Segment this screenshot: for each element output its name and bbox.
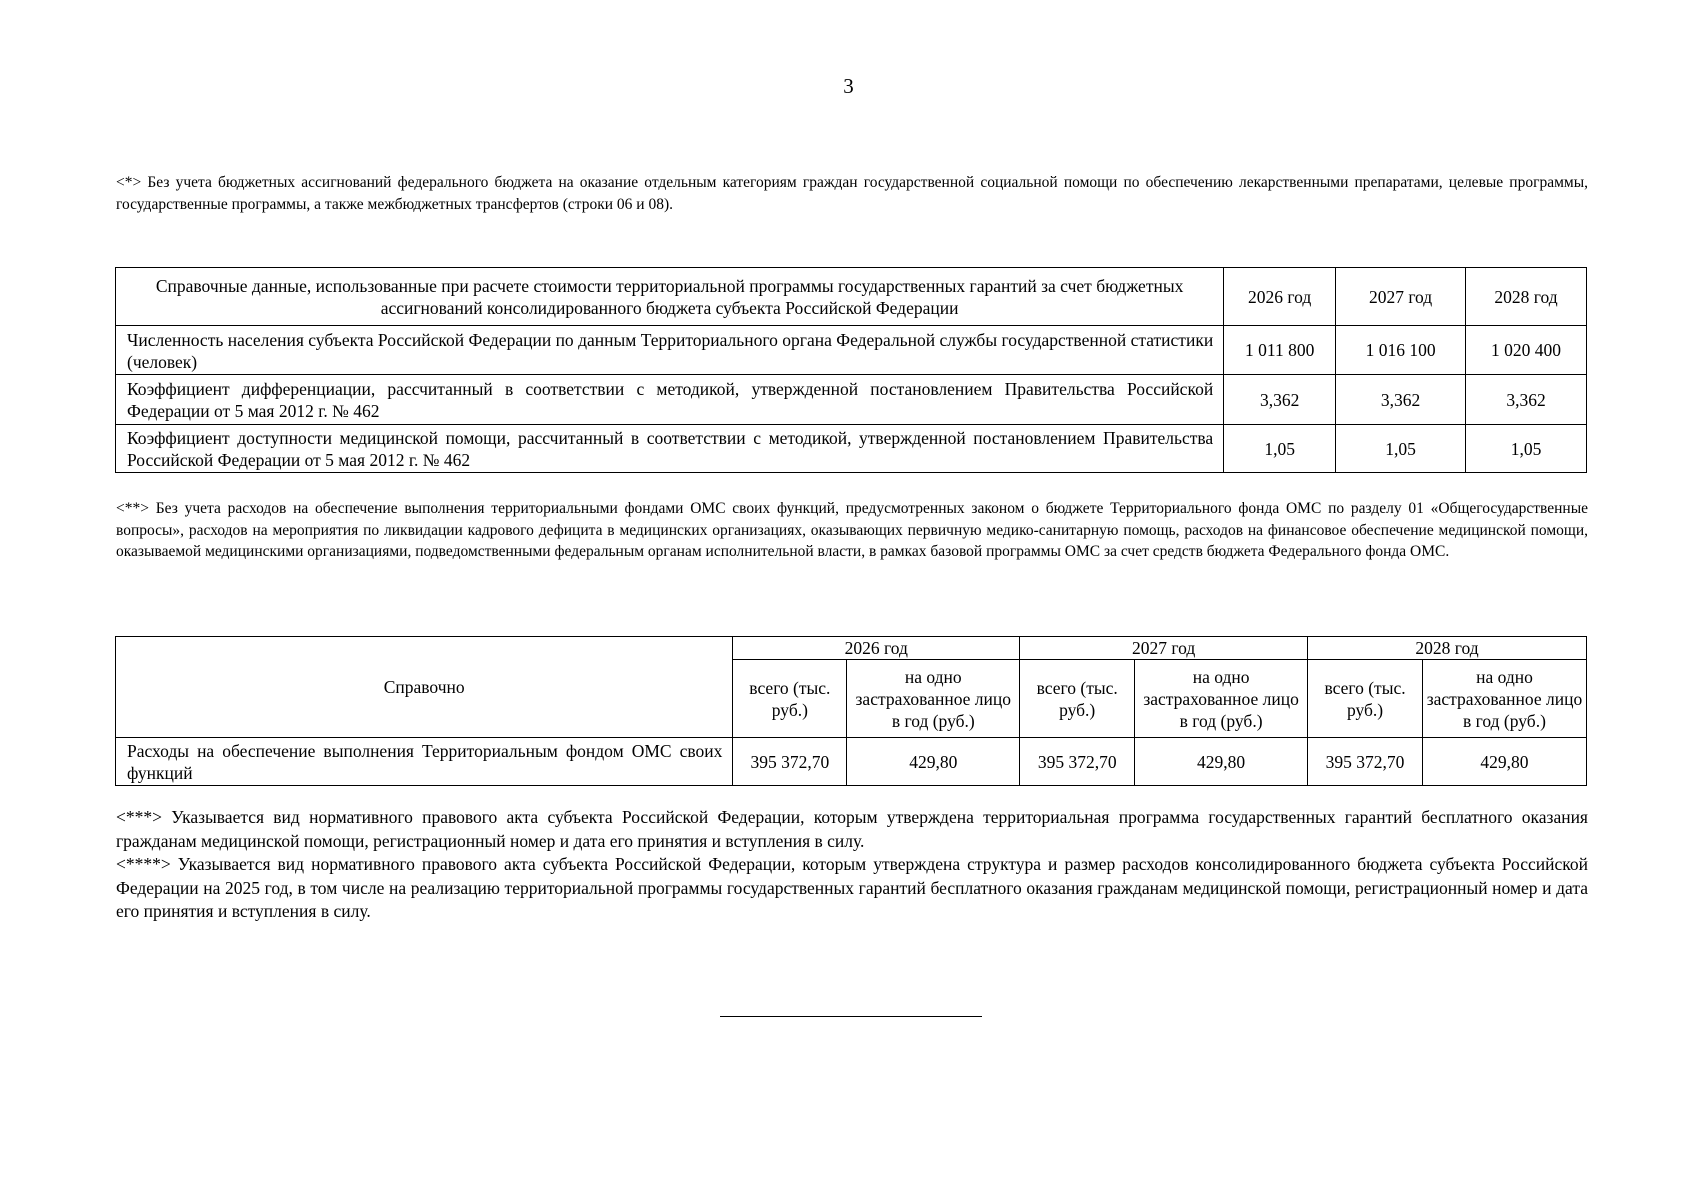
header-year-2026: 2026 год (1224, 268, 1336, 326)
row-value: 429,80 (1422, 738, 1586, 786)
row-value: 1,05 (1336, 425, 1466, 473)
row-value: 1 020 400 (1466, 326, 1587, 375)
year-header-row (116, 637, 1587, 660)
row-value: 1,05 (1224, 425, 1336, 473)
row-description: Коэффициент дифференциации, рассчитанный в соответствии с методикой, утвержденной постановлением Правительства Российской Федерации от 5 мая 2012 г. № 462 (116, 375, 1224, 425)
row-value: 1 016 100 (1336, 326, 1466, 375)
table-row (116, 425, 1587, 473)
subheader-total: всего (тыс. руб.) (733, 660, 847, 738)
table-header-row (116, 268, 1587, 326)
row-value: 1,05 (1466, 425, 1587, 473)
footnote-2: <**> Без учета расходов на обеспечение выполнения территориальными фондами ОМС своих функций, предусмотренных законом о бюджете Территориального фонда ОМС по разделу 01 «Общегосударственные вопросы», расходов на мероприятия по ликвидации кадрового дефицита в медицинских организациях, оказывающих первичную медико-санитарную помощь, расходов на финансовое обеспечение медицинской помощи, оказываемой медицинскими организациями, подведомственными федеральным органам исполнительной власти, в рамках базовой программы ОМС за счет средств бюджета Федерального фонда ОМС. (116, 500, 1588, 560)
table-row (116, 738, 1587, 786)
row-description: Численность населения субъекта Российской Федерации по данным Территориального органа Федеральной службы государственной статистики (человек) (116, 326, 1224, 375)
header-description: Справочные данные, использованные при расчете стоимости территориальной программы государственных гарантий за счет бюджетных ассигнований консолидированного бюджета субъекта Российской Федерации (116, 268, 1224, 326)
subheader-per-person: на одно застрахованное лицо в год (руб.) (847, 660, 1020, 738)
closing-rule (720, 1016, 982, 1017)
row-value: 395 372,70 (1308, 738, 1423, 786)
subheader-per-person: на одно застрахованное лицо в год (руб.) (1135, 660, 1308, 738)
row-value: 1 011 800 (1224, 326, 1336, 375)
row-description: Коэффициент доступности медицинской помощи, рассчитанный в соответствии с методикой, утвержденной постановлением Правительства Российской Федерации от 5 мая 2012 г. № 462 (116, 425, 1224, 473)
row-value: 395 372,70 (1020, 738, 1135, 786)
footnote-3: <***> Указывается вид нормативного правового акта субъекта Российской Федерации, которым утверждена территориальная программа государственных гарантий бесплатного оказания гражданам медицинской помощи, регистрационный номер и дата его принятия и вступления в силу. (116, 807, 1588, 851)
row-value: 395 372,70 (733, 738, 847, 786)
row-value: 429,80 (847, 738, 1020, 786)
row-value: 3,362 (1336, 375, 1466, 425)
label-cell: Справочно (116, 637, 733, 738)
subheader-per-person: на одно застрахованное лицо в год (руб.) (1422, 660, 1586, 738)
header-year-2027: 2027 год (1020, 637, 1308, 660)
header-year-2028: 2028 год (1466, 268, 1587, 326)
footnote-1: <*> Без учета бюджетных ассигнований федерального бюджета на оказание отдельным категориям граждан государственной социальной помощи по обеспечению лекарственными препаратами, целевые программы, государственные программы, а также межбюджетных трансфертов (строки 06 и 08). (116, 174, 1588, 213)
footnote-4: <****> Указывается вид нормативного правового акта субъекта Российской Федерации, которым утверждена структура и размер расходов консолидированного бюджета субъекта Российской Федерации на 2025 год, в том числе на реализацию территориальной программы государственных гарантий бесплатного оказания гражданам медицинской помощи, регистрационный номер и дата его принятия и вступления в силу. (116, 854, 1588, 921)
subheader-total: всего (тыс. руб.) (1020, 660, 1135, 738)
header-year-2026: 2026 год (733, 637, 1020, 660)
subheader-total: всего (тыс. руб.) (1308, 660, 1423, 738)
expense-table (115, 636, 1587, 786)
row-value: 3,362 (1224, 375, 1336, 425)
row-value: 429,80 (1135, 738, 1308, 786)
row-value: 3,362 (1466, 375, 1587, 425)
reference-data-table (115, 267, 1587, 473)
table-row (116, 375, 1587, 425)
table-row (116, 326, 1587, 375)
header-year-2027: 2027 год (1336, 268, 1466, 326)
row-description: Расходы на обеспечение выполнения Территориальным фондом ОМС своих функций (116, 738, 733, 786)
header-year-2028: 2028 год (1308, 637, 1587, 660)
page-number: 3 (843, 74, 854, 98)
